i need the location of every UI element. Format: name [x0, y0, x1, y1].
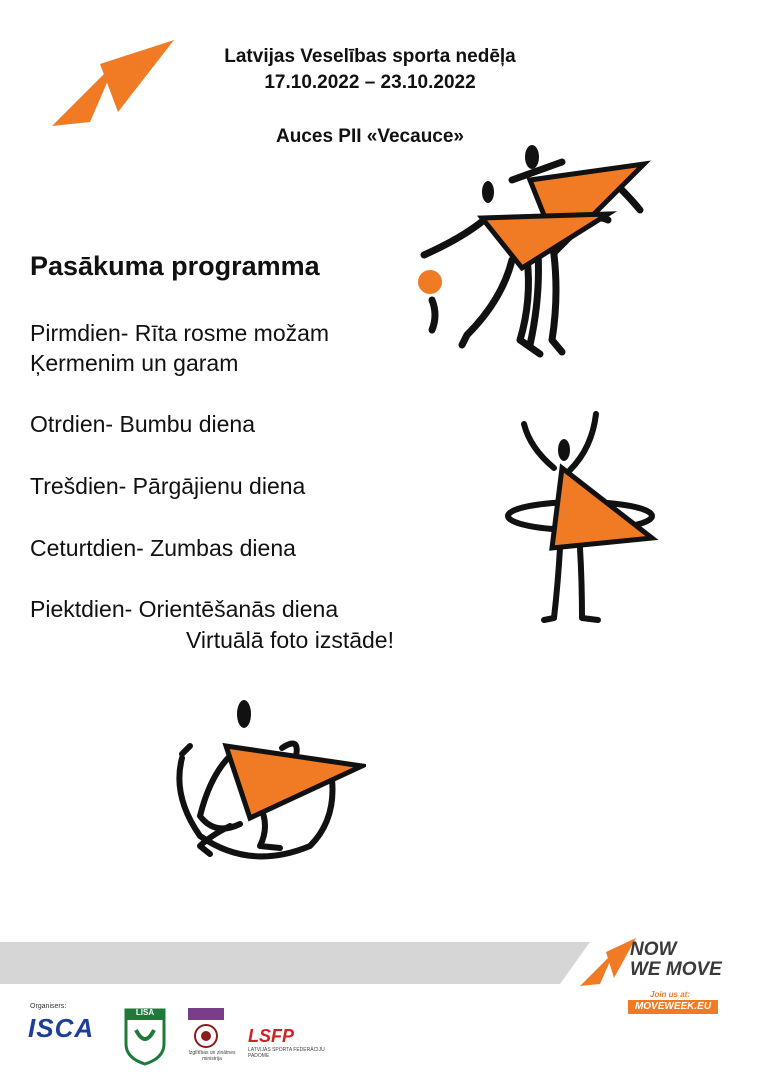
lisa-logo-text: LISA	[135, 1008, 155, 1017]
program-item-wednesday: Trešdien- Pārgājienu diena	[30, 473, 306, 499]
moveweek-link[interactable]: MOVEWEEK.EU	[628, 1000, 718, 1014]
basketball-dancers-illustration	[412, 140, 652, 362]
now-we-move-text	[630, 940, 722, 980]
program-item-friday: Piektdien- Orientēšanās diena	[30, 596, 339, 622]
we-move-text: WE MOVE	[630, 959, 722, 980]
jump-rope-figure-illustration	[170, 696, 366, 864]
event-title: Latvijas Veselības sporta nedēļa	[224, 46, 516, 67]
event-venue: Auces PII «Vecauce»	[275, 126, 464, 147]
ministry-logo-caption: Izglītības un zinātnes ministrija	[188, 1050, 236, 1062]
lsfp-logo: LSFP	[248, 1026, 295, 1046]
now-text: NOW	[630, 939, 677, 960]
program-item-photo-exhibition: Virtuālā foto izstāde!	[186, 627, 394, 653]
organisers-label: Organisers:	[30, 1003, 67, 1010]
join-us-text: Join us at:	[650, 990, 691, 999]
program-heading: Pasākuma programma	[30, 251, 320, 281]
footer-band	[0, 942, 590, 984]
event-dates: 17.10.2022 – 23.10.2022	[264, 72, 476, 93]
program-item-tuesday: Otrdien- Bumbu diena	[30, 411, 256, 437]
program-item-monday-cont: Ķermenim un garam	[30, 350, 239, 376]
isca-logo: ISCA	[28, 1013, 95, 1043]
now-we-move-logo-icon	[580, 938, 636, 988]
program-item-thursday: Ceturtdien- Zumbas diena	[30, 535, 296, 561]
lsfp-logo-caption: LATVIJAS SPORTA FEDERĀCIJU PADOME	[248, 1047, 325, 1059]
program-item-monday: Pirmdien- Rīta rosme možam	[30, 320, 330, 346]
ministry-crest-logo-icon	[188, 1008, 224, 1050]
hula-hoop-figure-illustration	[502, 408, 662, 626]
